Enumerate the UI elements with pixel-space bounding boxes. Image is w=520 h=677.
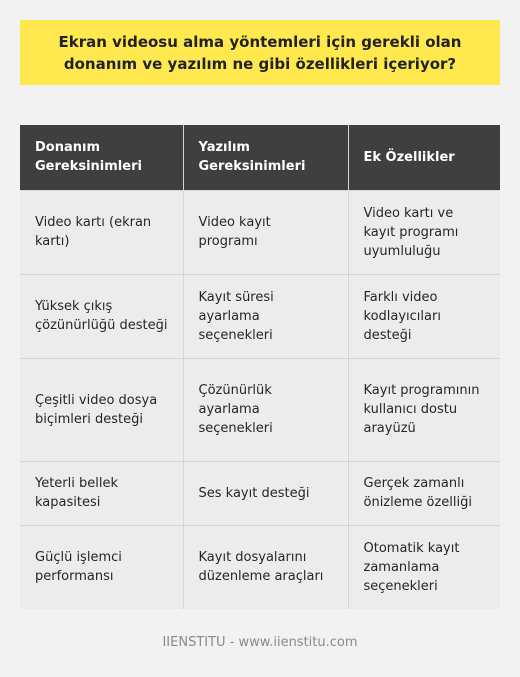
header-hardware: Donanım Gereksinimleri [20, 125, 183, 190]
table-row [20, 190, 500, 274]
table-cell: Farklı video kodlayıcıları desteği [348, 274, 500, 358]
table-cell: Yüksek çıkış çözünürlüğü desteği [20, 274, 183, 358]
table-header-row [20, 125, 500, 190]
table-cell: Güçlü işlemci performansı [20, 525, 183, 609]
table-row [20, 358, 500, 461]
page-title: Ekran videosu alma yöntemleri için gerekli olan donanım ve yazılım ne gibi özellikleri içeriyor? [58, 32, 462, 73]
table-cell: Yeterli bellek kapasitesi [20, 461, 183, 525]
header-extra-features: Ek Özellikler [348, 125, 500, 190]
table-cell: Gerçek zamanlı önizleme özelliği [348, 461, 500, 525]
table-cell: Video kayıt programı [183, 190, 348, 274]
table-row [20, 274, 500, 358]
table-cell: Otomatik kayıt zamanlama seçenekleri [348, 525, 500, 609]
table-cell: Video kartı (ekran kartı) [20, 190, 183, 274]
footer-credit: IIENSTITU - www.iienstitu.com [162, 635, 358, 650]
header-software: Yazılım Gereksinimleri [183, 125, 348, 190]
table-cell: Ses kayıt desteği [183, 461, 348, 525]
table-cell: Çeşitli video dosya biçimleri desteği [20, 358, 183, 461]
table-cell: Çözünürlük ayarlama seçenekleri [183, 358, 348, 461]
table-cell: Kayıt dosyalarını düzenleme araçları [183, 525, 348, 609]
table-cell: Kayıt süresi ayarlama seçenekleri [183, 274, 348, 358]
table-cell: Kayıt programının kullanıcı dostu arayüzü [348, 358, 500, 461]
table-row [20, 461, 500, 525]
title-banner [20, 20, 500, 85]
table-row [20, 525, 500, 609]
table-cell: Video kartı ve kayıt programı uyumluluğu [348, 190, 500, 274]
requirements-table [20, 125, 500, 609]
